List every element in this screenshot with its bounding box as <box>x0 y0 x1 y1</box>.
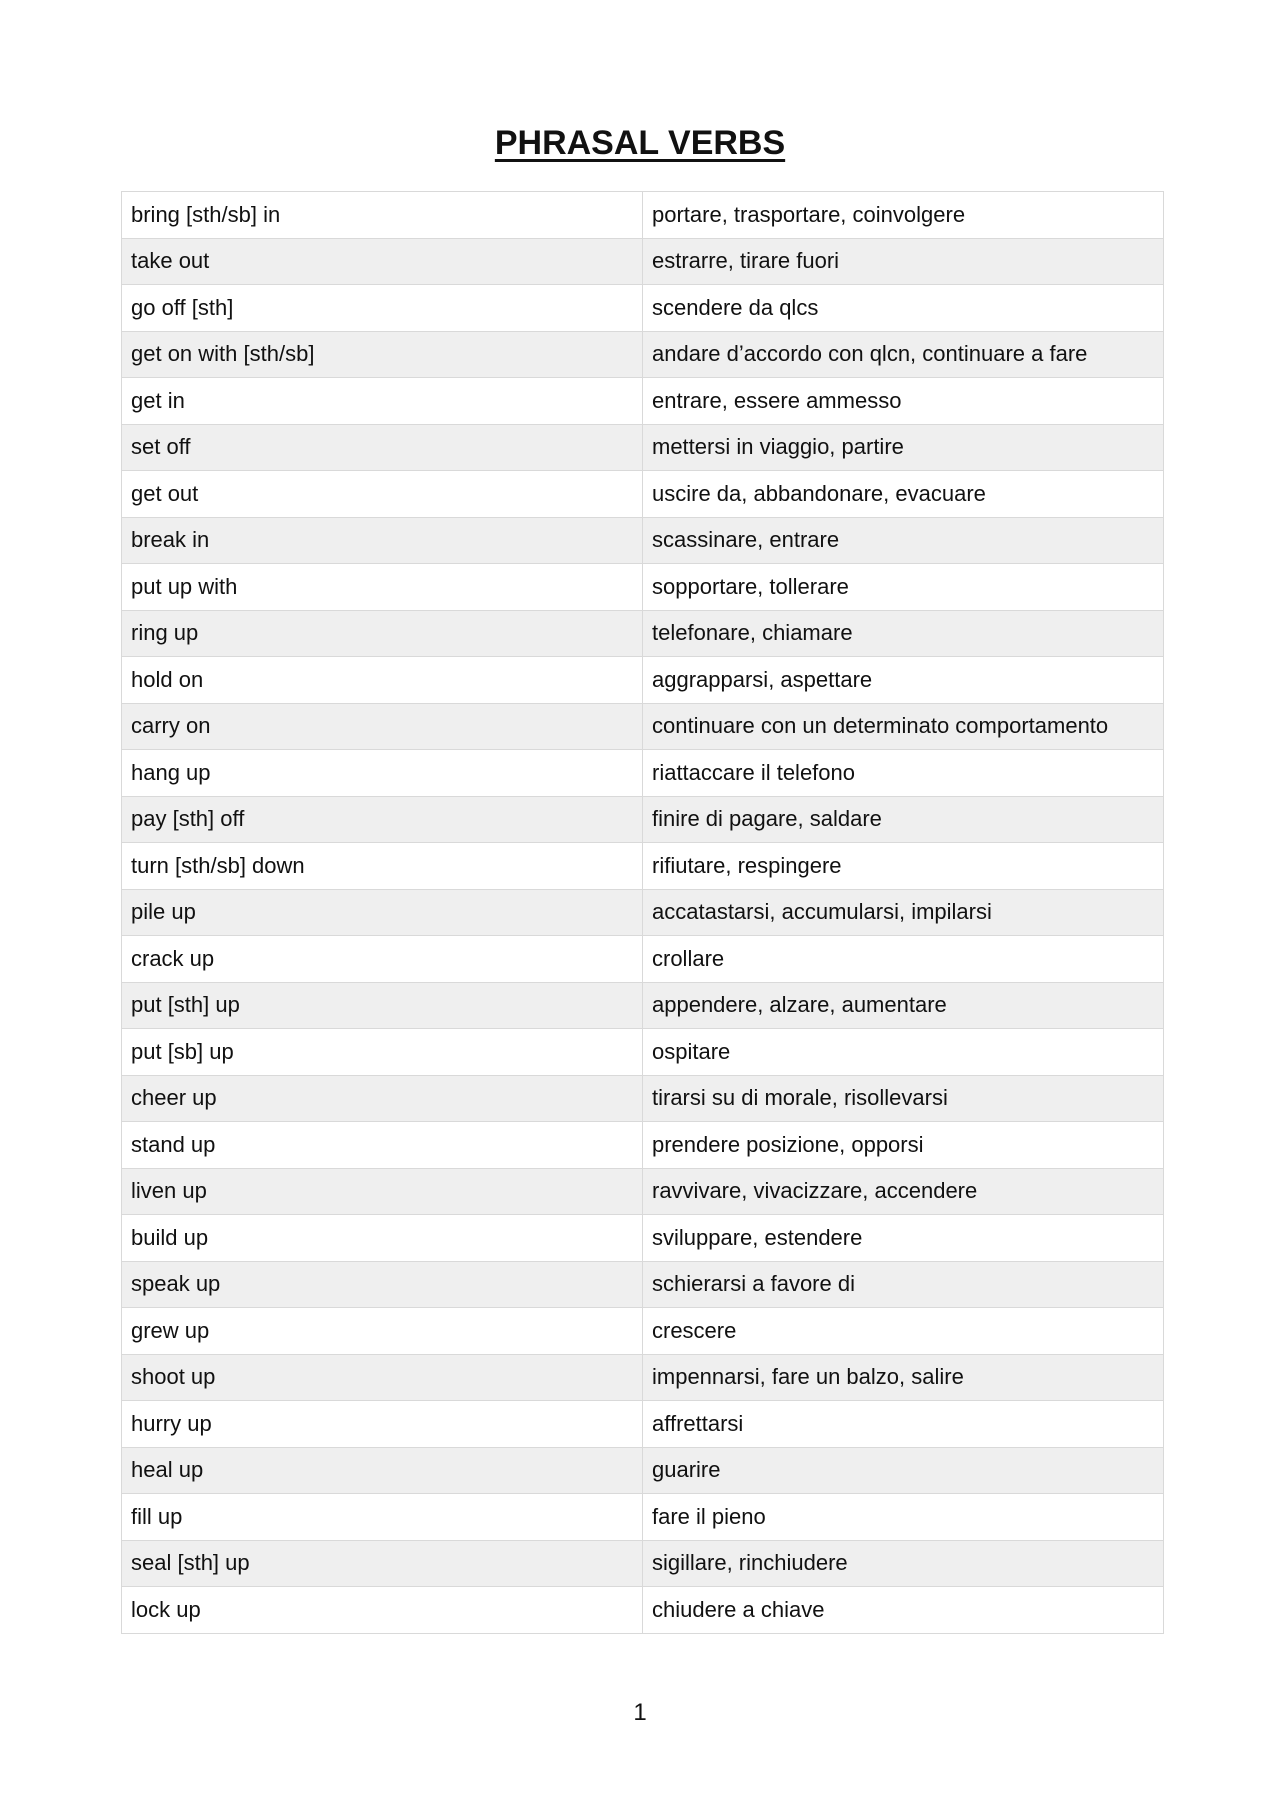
table-row <box>122 1168 1164 1215</box>
table-row <box>122 192 1164 239</box>
table-row <box>122 1308 1164 1355</box>
phrasal-verb-cell: hurry up <box>122 1401 643 1448</box>
translation-cell: portare, trasportare, coinvolgere <box>643 192 1164 239</box>
translation-cell: continuare con un determinato comportamento <box>643 703 1164 750</box>
table-row <box>122 285 1164 332</box>
translation-cell: finire di pagare, saldare <box>643 796 1164 843</box>
phrasal-verb-cell: lock up <box>122 1587 643 1634</box>
phrasal-verb-cell: get in <box>122 378 643 425</box>
phrasal-verb-cell: stand up <box>122 1122 643 1169</box>
translation-cell: riattaccare il telefono <box>643 750 1164 797</box>
phrasal-verb-cell: go off [sth] <box>122 285 643 332</box>
translation-cell: estrarre, tirare fuori <box>643 238 1164 285</box>
table-row <box>122 796 1164 843</box>
translation-cell: crollare <box>643 936 1164 983</box>
phrasal-verb-cell: turn [sth/sb] down <box>122 843 643 890</box>
phrasal-verb-cell: break in <box>122 517 643 564</box>
phrasal-verb-cell: shoot up <box>122 1354 643 1401</box>
phrasal-verb-cell: build up <box>122 1215 643 1262</box>
phrasal-verb-cell: set off <box>122 424 643 471</box>
translation-cell: scassinare, entrare <box>643 517 1164 564</box>
table-row <box>122 889 1164 936</box>
table-row <box>122 1587 1164 1634</box>
table-row <box>122 378 1164 425</box>
phrasal-verb-cell: speak up <box>122 1261 643 1308</box>
page-title-text: PHRASAL VERBS <box>494 124 786 162</box>
phrasal-verb-cell: put [sth] up <box>122 982 643 1029</box>
phrasal-verb-cell: liven up <box>122 1168 643 1215</box>
table-row <box>122 982 1164 1029</box>
table-row <box>122 1122 1164 1169</box>
page-title <box>0 118 1280 168</box>
phrasal-verb-cell: pay [sth] off <box>122 796 643 843</box>
translation-cell: mettersi in viaggio, partire <box>643 424 1164 471</box>
phrasal-verb-cell: hang up <box>122 750 643 797</box>
translation-cell: chiudere a chiave <box>643 1587 1164 1634</box>
translation-cell: impennarsi, fare un balzo, salire <box>643 1354 1164 1401</box>
translation-cell: crescere <box>643 1308 1164 1355</box>
phrasal-verb-cell: put up with <box>122 564 643 611</box>
phrasal-verb-cell: seal [sth] up <box>122 1540 643 1587</box>
translation-cell: ospitare <box>643 1029 1164 1076</box>
table-row <box>122 331 1164 378</box>
translation-cell: schierarsi a favore di <box>643 1261 1164 1308</box>
phrasal-verb-cell: take out <box>122 238 643 285</box>
translation-cell: sigillare, rinchiudere <box>643 1540 1164 1587</box>
translation-cell: andare d’accordo con qlcn, continuare a fare <box>643 331 1164 378</box>
translation-cell: appendere, alzare, aumentare <box>643 982 1164 1029</box>
phrasal-verb-cell: ring up <box>122 610 643 657</box>
translation-cell: scendere da qlcs <box>643 285 1164 332</box>
phrasal-verb-cell: carry on <box>122 703 643 750</box>
table-row <box>122 610 1164 657</box>
table-row <box>122 750 1164 797</box>
table-row <box>122 1215 1164 1262</box>
translation-cell: entrare, essere ammesso <box>643 378 1164 425</box>
table-row <box>122 843 1164 890</box>
table-row <box>122 703 1164 750</box>
translation-cell: prendere posizione, opporsi <box>643 1122 1164 1169</box>
table-row <box>122 1075 1164 1122</box>
table-row <box>122 471 1164 518</box>
phrasal-verb-cell: hold on <box>122 657 643 704</box>
translation-cell: affrettarsi <box>643 1401 1164 1448</box>
table-row <box>122 517 1164 564</box>
phrasal-verb-cell: cheer up <box>122 1075 643 1122</box>
translation-cell: sopportare, tollerare <box>643 564 1164 611</box>
phrasal-verbs-table-body <box>122 192 1164 1634</box>
phrasal-verb-cell: grew up <box>122 1308 643 1355</box>
phrasal-verb-cell: heal up <box>122 1447 643 1494</box>
translation-cell: uscire da, abbandonare, evacuare <box>643 471 1164 518</box>
table-row <box>122 1261 1164 1308</box>
table-row <box>122 1029 1164 1076</box>
table-row <box>122 238 1164 285</box>
phrasal-verb-cell: crack up <box>122 936 643 983</box>
page-number: 1 <box>633 1699 647 1726</box>
table-row <box>122 424 1164 471</box>
translation-cell: tirarsi su di morale, risollevarsi <box>643 1075 1164 1122</box>
phrasal-verb-cell: get out <box>122 471 643 518</box>
translation-cell: sviluppare, estendere <box>643 1215 1164 1262</box>
phrasal-verbs-table <box>121 191 1164 1634</box>
table-row <box>122 936 1164 983</box>
phrasal-verb-cell: bring [sth/sb] in <box>122 192 643 239</box>
table-row <box>122 1447 1164 1494</box>
translation-cell: telefonare, chiamare <box>643 610 1164 657</box>
table-row <box>122 1401 1164 1448</box>
translation-cell: accatastarsi, accumularsi, impilarsi <box>643 889 1164 936</box>
table-row <box>122 657 1164 704</box>
phrasal-verb-cell: fill up <box>122 1494 643 1541</box>
table-row <box>122 1494 1164 1541</box>
table-row <box>122 564 1164 611</box>
translation-cell: guarire <box>643 1447 1164 1494</box>
phrasal-verb-cell: pile up <box>122 889 643 936</box>
translation-cell: aggrapparsi, aspettare <box>643 657 1164 704</box>
phrasal-verb-cell: get on with [sth/sb] <box>122 331 643 378</box>
translation-cell: rifiutare, respingere <box>643 843 1164 890</box>
phrasal-verb-cell: put [sb] up <box>122 1029 643 1076</box>
table-row <box>122 1354 1164 1401</box>
table-row <box>122 1540 1164 1587</box>
translation-cell: fare il pieno <box>643 1494 1164 1541</box>
translation-cell: ravvivare, vivacizzare, accendere <box>643 1168 1164 1215</box>
